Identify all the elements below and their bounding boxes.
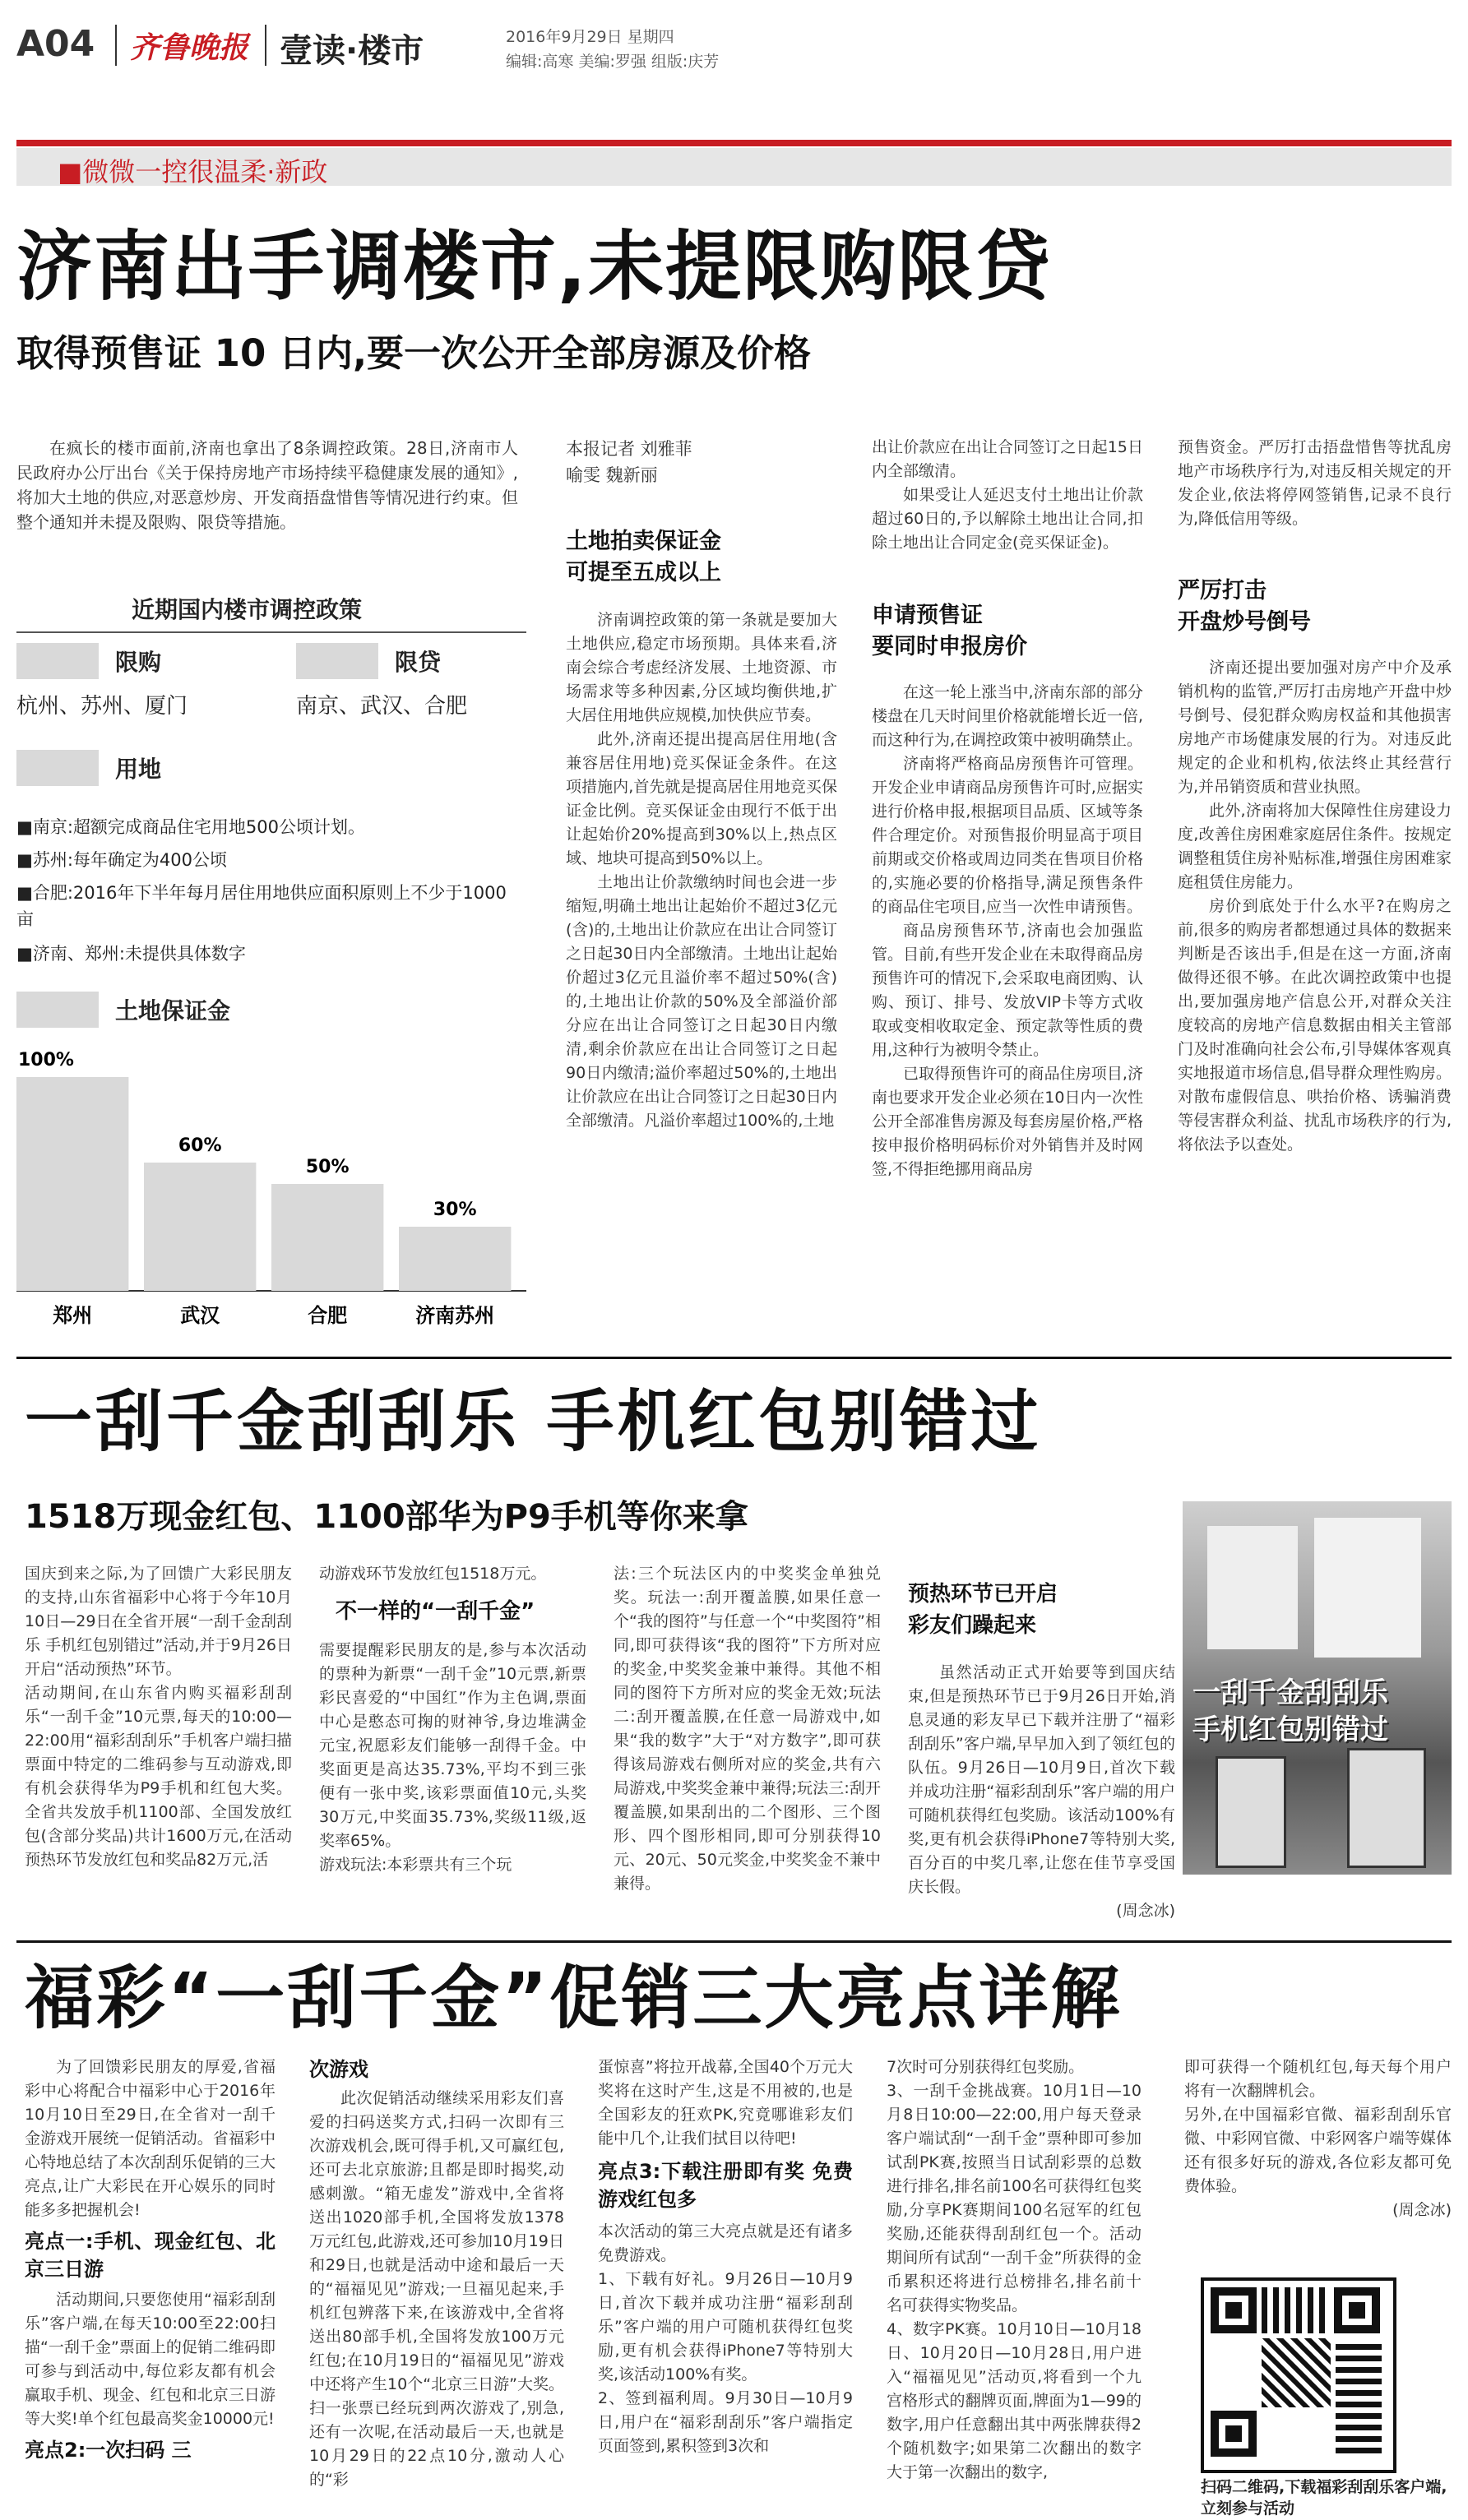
subhead-highlight-2: 亮点2:一次扫码 三 xyxy=(25,2439,192,2462)
bar-value-label: 50% xyxy=(305,1157,350,1177)
subhead-highlight-2-cont: 次游戏 xyxy=(309,2058,368,2081)
yongdi-item: ■苏州:每年确定为400公顷 xyxy=(16,850,227,870)
yongdi-item: ■合肥:2016年下半年每月居住用地供应面积原则上不少于1000亩 xyxy=(16,883,507,929)
xiandai-label: 限贷 xyxy=(395,649,442,676)
deposit-bar-chart xyxy=(16,1028,526,1332)
bar xyxy=(399,1227,511,1291)
bar-value-label: 60% xyxy=(178,1135,222,1156)
paragraph: 房价到底处于什么水平?在购房之前,很多的购房者都想通过具体的数据来判断是否该出手,但是在这一方面,济南做得还很不够。在此次调控政策中也提出,要加强房地产信息公开,对群众关注度较高的房地产信息数据由相关主管部门及时准确向社会公布,引导媒体客观真实地报道市场信息,倡导群众理性购房。对散布虚假信息、哄抬价格、诱骗消费等侵害群众利益、扰乱市场秩序的行为,将依法予以查处。 xyxy=(1178,897,1452,1154)
divider xyxy=(265,25,266,66)
qr-finder xyxy=(1211,2411,1257,2457)
subhead-preheat: 预热环节已开启 彩友们躁起来 xyxy=(908,1582,1058,1638)
yongdi-icon xyxy=(16,750,99,786)
qr-modules xyxy=(1336,2338,1382,2453)
subhead-land: 土地拍卖保证金 可提至五成以上 xyxy=(566,529,721,585)
kicker: ■微微一控很温柔·新政 xyxy=(58,156,328,187)
xiangou-icon xyxy=(16,643,99,679)
body-text xyxy=(872,681,1143,1181)
qr-modules xyxy=(1262,2287,1327,2333)
bar-value-label: 30% xyxy=(433,1200,477,1220)
paragraph: 出让价款应在出让合同签订之日起15日内全部缴清。 xyxy=(872,438,1143,480)
paragraph: 济南调控政策的第一条就是要加大土地供应,稳定市场预期。具体来看,济南会综合考虑经济发展、土地资源、市场需求等多种因素,分区域均衡供地,扩大居住用地供应规模,加快供应节奏。 xyxy=(566,611,837,724)
ad-phone xyxy=(1347,1748,1426,1868)
qr-finder xyxy=(1211,2287,1257,2333)
paragraph: 即可获得一个随机红包,每天每个用户将有一次翻牌机会。 另外,在中国福彩官微、福彩刮刮乐官微、中彩网官微、中彩网客户端等媒体还有很多好玩的游戏,各位彩友都可免费体验。 xyxy=(1184,2058,1452,2195)
bar-value-label: 100% xyxy=(18,1050,74,1070)
xiangou-label: 限购 xyxy=(115,649,162,676)
bar xyxy=(16,1077,128,1291)
qr-finder xyxy=(1334,2287,1380,2333)
paragraph: 商品房预售环节,济南也会加强监管。目前,有些开发企业在未取得商品房预售许可的情况下,会采取电商团购、认购、预订、排号、发放VIP卡等方式收取或变相收取定金、预定款等性质的费用,这种行为被明令禁止。 xyxy=(872,922,1143,1059)
ad-title-line: 手机红包别错过 xyxy=(1192,1713,1388,1746)
top-rule xyxy=(16,140,1452,146)
paragraph: 活动期间,只要您使用“福彩刮刮乐”客户端,在每天10:00至22:00扫描“一刮千金”票面上的促销二维码即可参与到活动中,每位彩友都有机会赢取手机、现金、红包和北京三日游等大奖!单个红包最高奖金10000元! xyxy=(25,2291,276,2428)
body-text: 法:三个玩法区内的中奖奖金单独兑奖。玩法一:刮开覆盖膜,如果任意一个“我的图符”与任意一个“中奖图符”相同,即可获得该“我的图符”下方所对应的奖金,中奖奖金兼中兼得。其他不相同的图符下方所对应的奖金无效;玩法二:刮开覆盖膜,在任意一局游戏中,如果“我的数字”大于“对方数字”,即可获得该局游戏右侧所对应的奖金,共有六局游戏,中奖奖金兼中兼得;玩法三:刮开覆盖膜,如果刮出的二个图形、三个图形、四个图形相同,即可分别获得10元、20元、50元奖金,中奖奖金不兼中兼得。 xyxy=(614,1565,881,1893)
subhead-presale: 申请预售证 要同时申报房价 xyxy=(872,603,1027,659)
paragraph: 为了回馈彩民朋友的厚爱,省福彩中心将配合中福彩中心于2016年10月10日至29日,在全省对一刮千金游戏开展统一促销活动。省福彩中心特地总结了本次刮刮乐促销的三大亮点,让广大彩民在开心娱乐的同时能多多把握机会! xyxy=(25,2058,276,2219)
divider xyxy=(115,25,117,66)
bar-category-label: 郑州 xyxy=(53,1304,93,1327)
bar-category-label: 济南苏州 xyxy=(415,1304,495,1327)
qr-modules xyxy=(1262,2338,1331,2407)
deposit-icon xyxy=(16,992,99,1028)
byline-sign: (周念冰) xyxy=(1116,1902,1175,1920)
body-text xyxy=(1178,436,1452,531)
paragraph: 土地出让价款缴纳时间也会进一步缩短,明确土地出让起始价不超过3亿元(含)的,土地出让价款应在出让合同签订之日起30日内全部缴清。土地出让起始价超过3亿元且溢价率不超过50%(含)的,土地出让价款的50%及全部溢价部分应在出让合同签订之日起30日内缴清,剩余价款应在出让合同签订之日起90日内缴清;溢价率超过50%的,土地出让价款应在出让合同签订之日起30日内全部缴清。凡溢价率超过100%的,土地 xyxy=(566,873,837,1130)
headline-promo: 福彩“一刮千金”促销三大亮点详解 xyxy=(25,1958,1123,2038)
section-title: 壹读·楼市 xyxy=(280,32,424,70)
ad-title-line: 一刮千金刮刮乐 xyxy=(1192,1676,1388,1709)
body-text xyxy=(566,608,837,1133)
ad-ticket xyxy=(1207,1526,1298,1649)
paragraph: 如果受让人延迟支付土地出让价款超过60日的,予以解除土地出让合同,扣除土地出让合同定金(竞买保证金)。 xyxy=(872,486,1143,552)
xiandai-cities: 南京、武汉、合肥 xyxy=(296,694,468,719)
paragraph: 济南将严格商品房预售许可管理。开发企业申请商品房预售许可时,应据实进行价格申报,根据项目品质、区域等条件合理定价。对预售报价明显高于项目前期或交价格或周边同类在售项目价格的,实施必要的价格指导,满足预售条件的商品住宅项目,应当一次性申请预售。 xyxy=(872,755,1143,916)
paragraph: 虽然活动正式开始要等到国庆结束,但是预热环节已于9月26日开始,消息灵通的彩友早已下载并注册了“福彩刮刮乐”客户端,早早加入到了领红包的队伍。9月26日—10月9日,首次下载并成功注册“福彩刮刮乐”客户端的用户可随机获得红包奖励。该活动100%有奖,更有机会获得iPhone7等特别大奖,百分百的中奖几率,让您在佳节享受国庆长假。 xyxy=(908,1663,1175,1896)
byline: 本报记者 刘雅菲 喻雯 魏新丽 xyxy=(566,439,692,485)
paper-logo: 齐鲁晚报 xyxy=(130,30,249,65)
editors: 编辑:高寒 美编:罗强 组版:庆芳 xyxy=(506,53,720,71)
xiangou-cities: 杭州、苏州、厦门 xyxy=(16,694,188,719)
subhead-highlight-1: 亮点一:手机、现金红包、北京三日游 xyxy=(25,2230,276,2281)
ad-phone xyxy=(1216,1756,1286,1868)
deposit-label: 土地保证金 xyxy=(115,997,231,1024)
body-text xyxy=(1178,656,1452,1157)
bar xyxy=(271,1184,383,1291)
paragraph: 此外,济南将加大保障性住房建设力度,改善住房困难家庭居住条件。按规定调整租赁住房补贴标准,增强住房困难家庭租赁住房能力。 xyxy=(1178,802,1452,891)
paragraph: 本次活动的第三大亮点就是还有诸多免费游戏。 1、下载有好礼。9月26日—10月9日,首次下载并成功注册“福彩刮刮乐”客户端的用户可随机获得红包奖励,更有机会获得iPhone7等特别大奖,该活动100%有奖。 2、签到福利周。9月30日—10月9日,用户在“福彩刮刮乐”客户端指定页面签到,累积签到3次和 xyxy=(598,2222,853,2455)
yongdi-label: 用地 xyxy=(115,756,162,783)
page-number: A04 xyxy=(16,23,95,65)
lottery-ad-image xyxy=(1183,1501,1452,1875)
subhead-different: 不一样的“一刮千金” xyxy=(336,1599,535,1624)
qr-caption: 扫码二维码,下载福彩刮刮乐客户端,立刻参与活动 xyxy=(1201,2478,1447,2518)
subheadline: 取得预售证 10 日内,要一次公开全部房源及价格 xyxy=(16,331,812,375)
body-text xyxy=(1184,2055,1452,2222)
paragraph: 已取得预售许可的商品住房项目,济南也要求开发企业必须在10日内一次性公开全部准售房源及每套房屋价格,严格按申报价格明码标价对外销售并及时网签,不得拒绝挪用商品房 xyxy=(872,1065,1143,1178)
policy-box xyxy=(16,576,535,1332)
body-text xyxy=(872,436,1143,555)
subheadline-lottery: 1518万现金红包、1100部华为P9手机等你来拿 xyxy=(25,1498,748,1536)
lead-paragraph: 在疯长的楼市面前,济南也拿出了8条调控政策。28日,济南市人民政府办公厅出台《关于保持房地产市场持续平稳健康发展的通知》,将加大土地的供应,对恶意炒房、开发商捂盘惜售等情况进行约束。但整个通知并未提及限购、限贷等措施。 xyxy=(16,438,518,532)
headline: 济南出手调楼市,未提限购限贷 xyxy=(16,223,1052,311)
subhead-highlight-3: 亮点3:下载注册即有奖 免费游戏红包多 xyxy=(598,2160,853,2211)
body-text xyxy=(598,2055,853,2458)
policy-rule xyxy=(16,631,526,633)
paragraph: 在这一轮上涨当中,济南东部的部分楼盘在几天时间里价格就能增长近一倍,而这种行为,在调控政策中被明确禁止。 xyxy=(872,683,1143,749)
subhead-crackdown: 严厉打击 开盘炒号倒号 xyxy=(1178,578,1311,635)
paragraph: 此次促销活动继续采用彩友们喜爱的扫码送奖方式,扫码一次即有三次游戏机会,既可得手机,又可赢红包,还可去北京旅游;且都是即时揭奖,动感刺激。“箱无虚发”游戏中,全省将送出1020部手机,全国将发放1378万元红包,此游戏,还可参加10月19日和29日,也就是活动中途和最后一天的“福福见见”游戏;一旦福见起来,手机红包辨落下来,在该游戏中,全省将送出80部手机,全国将发放100万元红包;在10月19日的“福福见见”游戏中还将产生10个“北京三日游”大奖。扫一张票已经玩到两次游戏了,别急,还有一次呢,在活动最后一天,也就是10月29日的22点10分,激动人心的“彩 xyxy=(309,2089,564,2489)
body-text xyxy=(309,2055,564,2492)
section-divider xyxy=(16,1357,1452,1359)
policy-box-title: 近期国内楼市调控政策 xyxy=(132,596,363,623)
issue-date: 2016年9月29日 星期四 xyxy=(506,28,674,46)
qr-code[interactable] xyxy=(1201,2277,1396,2473)
bar xyxy=(144,1163,256,1291)
byline-sign: (周念冰) xyxy=(1392,2201,1452,2219)
paragraph: 预售资金。严厉打击捂盘惜售等扰乱房地产市场秩序行为,对违反相关规定的开发企业,依法将停网签销售,记录不良行为,降低信用等级。 xyxy=(1178,438,1452,528)
body-text xyxy=(908,1661,1175,1923)
headline-lottery: 一刮千金刮刮乐 手机红包别错过 xyxy=(25,1383,1042,1461)
section-divider xyxy=(16,1940,1452,1943)
paragraph: 蛋惊喜”将拉开战幕,全国40个万元大奖将在这时产生,这是不用被的,也是全国彩友的狂欢PK,究竟哪谁彩友们能中几个,让我们拭目以待吧! xyxy=(598,2058,853,2148)
paragraph: 济南还提出要加强对房产中介及承销机构的监管,严厉打击房地产开盘中炒号倒号、侵犯群众购房权益和其他损害房地产市场健康发展的行为。对违反此规定的企业和机构,依法终止其经营行为,并吊销资质和营业执照。 xyxy=(1178,659,1452,796)
body-text: 国庆到来之际,为了回馈广大彩民朋友的支持,山东省福彩中心将于今年10月10日—29日在全省开展“一刮千金刮刮乐 手机红包别错过”活动,并于9月26日开启“活动预热”环节。 活动期间,在山东省内购买福彩刮刮乐“一刮千金”10元票,每天的10:00—22:00用“福彩刮刮乐”手机客户端扫描票面中特定的二维码参与互动游戏,即有机会获得华为P9手机和红包大奖。全省共发放手机1100部、全国发放红包(含部分奖品)共计1600万元,在活动预热环节发放红包和奖品82万元,活 xyxy=(25,1565,292,1869)
paragraph: 需要提醒彩民朋友的是,参与本次活动的票种为新票“一刮千金”10元票,新票彩民喜爱的“中国红”作为主色调,票面中心是憨态可掬的财神爷,身边堆满金元宝,祝愿彩友们能够一刮得千金。中奖面更是高达35.73%,平均不到三张便有一张中奖,该彩票面值10元,头奖30万元,中奖面35.73%,奖级11级,返奖率65%。 游戏玩法:本彩票共有三个玩 xyxy=(319,1641,586,1874)
bar-category-label: 武汉 xyxy=(180,1304,220,1327)
masthead xyxy=(0,0,1468,82)
paragraph: 动游戏环节发放红包1518万元。 xyxy=(319,1565,547,1583)
yongdi-item: ■济南、郑州:未提供具体数字 xyxy=(16,944,246,964)
xiandai-icon xyxy=(296,643,378,679)
yongdi-item: ■南京:超额完成商品住宅用地500公顷计划。 xyxy=(16,817,365,837)
ad-ticket xyxy=(1314,1518,1421,1658)
bar-category-label: 合肥 xyxy=(308,1304,348,1327)
body-text: 7次时可分别获得红包奖励。 3、一刮千金挑战赛。10月1日—10月8日10:00—22:00,用户每天登录客户端试刮“一刮千金”票种即可参加试刮PK赛,按照当日试刮彩票的总数进行排名,排名前100名可获得红包奖励,分享PK赛期间100名冠军的红包奖励,还能获得刮刮红包一个。活动期间所有试刮“一刮千金”所获得的金币累积还将进行总榜排名,排名前十名可获得实物奖品。 4、数字PK赛。10月10日—10月18日、10月20日—10月28日,用户进入“福福见见”活动页,将看到一个九宫格形式的翻牌页面,牌面为1—99的数字,用户任意翻出其中两张牌获得2个随机数字;如果第二次翻出的数字大于第一次翻出的数字, xyxy=(887,2058,1142,2481)
body-text xyxy=(319,1562,586,1877)
body-text xyxy=(25,2055,276,2469)
paragraph: 此外,济南还提出提高居住用地(含兼容居住用地)竞买保证金条件。在这项措施内,首先就是提高居住用地竞买保证金比例。竞买保证金由现行不低于出让起始价20%提高到30%以上,热点区域、地块可提高到50%以上。 xyxy=(566,730,837,867)
